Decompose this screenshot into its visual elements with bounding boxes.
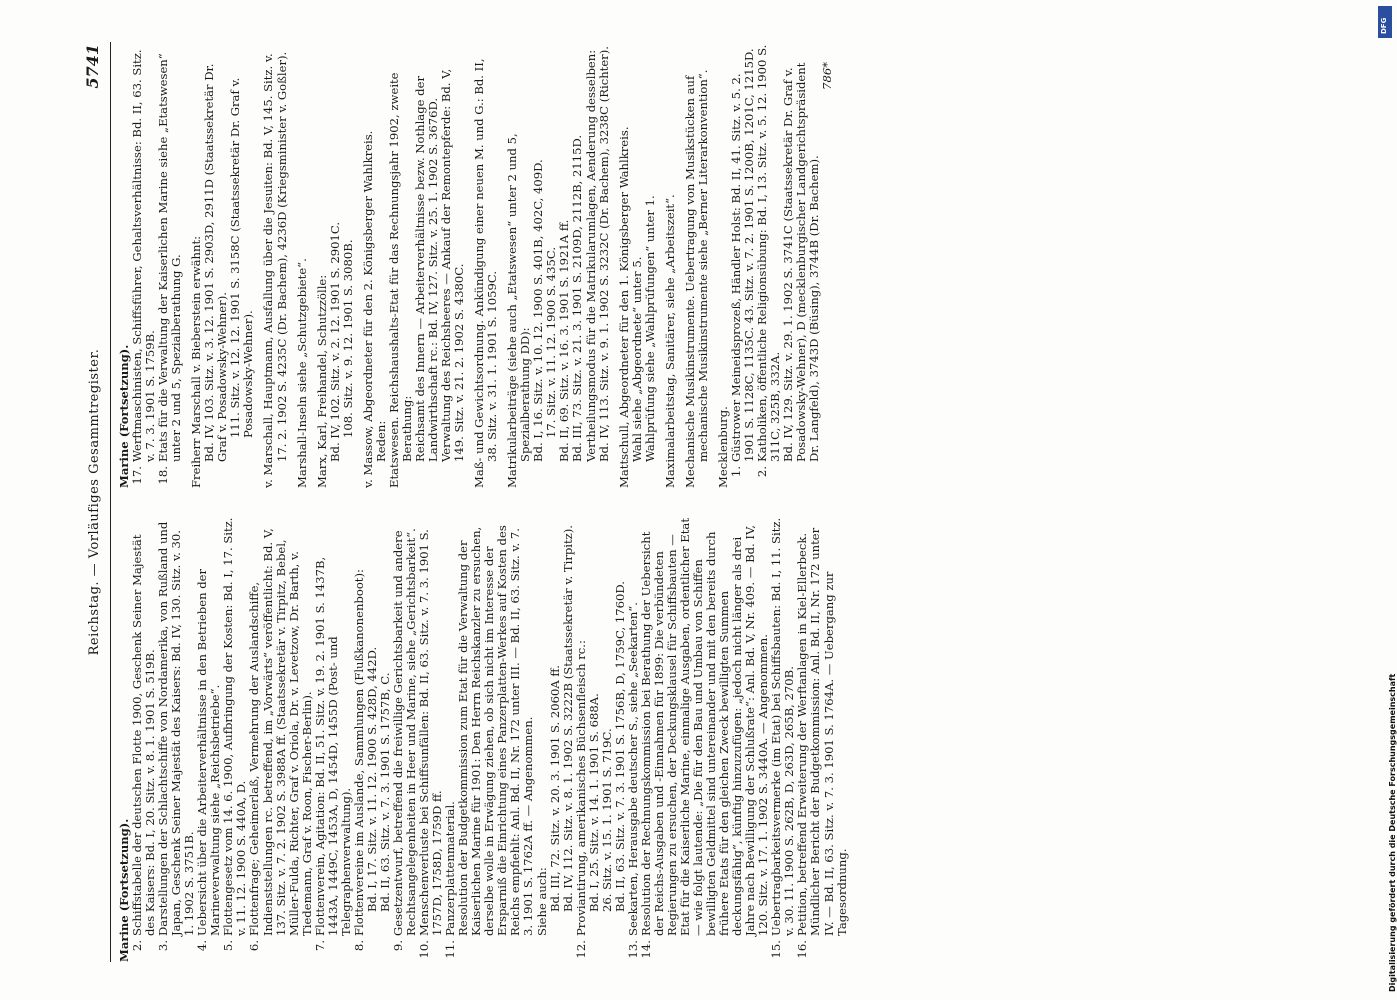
index-entry: Bd. II, 63. Sitz. v. 7. 3. 1901 S. 1757B, C.: [377, 672, 392, 912]
entry-number: 2.: [755, 466, 770, 478]
entry-text: Petition, betreffend Erweiterung der Werftanlagen in Kiel-Ellerbeck. Mündlicher Bericht der Budgetkommission: Anl. Bd. II, Nr. 172 unter IV. — Bd. II, 63. Sitz. v. 7. 3. 1901 S. 1764A. — Uebergang zur Tagesordnung.: [795, 527, 849, 936]
entry-number: 12.: [573, 940, 588, 959]
index-entry: Resolution der Budgetkommission zum Etat für die Verwaltung der Kaiserlichen Marine für 1901: Den Herrn Reichskanzler zu ersuchen, derselbe wolle in Erwägung ziehen, ob sich nicht im Interesse der Ersparniß die Einrichtung eines Panzerplatten-Werkes auf Kosten des Reichs empfiehlt: Anl. Bd. II, Nr. 172 unter III. — Bd. II, 63. Sitz. v. 7. 3. 1901 S. 1762A ff. — Angenommen.: [456, 525, 536, 936]
index-entry: [353, 516, 366, 962]
index-entry: Bd. III, 72. Sitz. v. 20. 3. 1901 S. 2060A ff.: [547, 665, 562, 912]
index-entry: [418, 516, 444, 962]
entry-number: 2.: [130, 940, 145, 952]
entry-number: 3.: [156, 940, 171, 952]
entry-number: 16.: [795, 940, 810, 959]
entry-text: Uebersicht über die Arbeiterverhältnisse in den Betrieben der Marineverwaltung siehe „Reichsbetriebe“.: [195, 568, 223, 936]
register-page: [83, 42, 1351, 962]
index-entry: Maximalarbeitstag, Sanitärer, siehe „Arbeitszeit“.: [662, 194, 677, 488]
entry-number: 10.: [417, 940, 432, 959]
index-entry: Bd. IV, 103. Sitz. v. 3. 12. 1901 S. 2903D, 2911D (Staatssekretär Dr. Graf v. Posadowsky-Wehner).: [202, 63, 230, 462]
index-entry: [248, 516, 313, 962]
index-entry: [796, 516, 848, 962]
entry-text: Seekarten, Herausgabe deutscher S., siehe „Seekarten“.: [625, 602, 640, 936]
index-entry: 111. Sitz. v. 12. 12. 1901 S. 3158C (Staatssekretär Dr. Graf v. Posadowsky-Wehner).: [228, 77, 256, 438]
entry-text: Resolution der Rechnungskommission bei Berathung der Uebersicht der Reichs-Ausgaben und -Einnahmen für 1899: Die verbündeten Regierungen zu ersuchen, der Deckungsklausel für Schiffsbauten — Etat für die Kaiserliche Marine, einmalige Ausgaben, ordentlicher Etat — wie folgt lautende: „Die für den Bau und Umbau von Schiffen bewilligten Geldmittel sind untereinander und mit den bereits durch frühere Etats für den gleichen Zweck bewilligten Summen deckungsfähig“, künftig hinzuzufügen: „jedoch nicht länger als drei Jahre nach Bewilligung der Schlußrate“: Anl. Bd. V, Nr. 409. — Bd. IV, 120. Sitz. v. 17. 1. 1902 S. 3440A. — Angenommen.: [638, 518, 771, 936]
index-entry: Bd. II, 63. Sitz. v. 7. 3. 1901 S. 1756B, D, 1759C, 1760D.: [612, 581, 627, 912]
index-entry: Bd. IV, 129. Sitz. v. 29. 1. 1902 S. 3741C (Staatssekretär Dr. Graf v. Posadowsky-Wehner), D (mecklenburgischer Landgerichtspräsident Dr. Langfeld), 3743D (Büsing), 3744B (Dr. Bachem).: [781, 62, 822, 462]
index-entry: Bd. III, 73. Sitz. v. 21. 3. 1901 S. 2109D, 2112B, 2115D.: [570, 134, 585, 462]
index-entry: Mechanische Musikinstrumente. Uebertragung von Musikstücken auf mechanische Musikinstrumente siehe „Berner Literarkonvention“.: [682, 69, 710, 488]
entry-text: Darstellungen der Schlachtschiffe von Nordamerika, von Rußland und Japan, Geschenk Seiner Majestät des Kaisers: Bd. IV, 130. Sitz. v. 30. 1. 1902 S. 3751B.: [156, 521, 197, 936]
index-entry: [575, 516, 588, 962]
index-entry: [131, 42, 157, 488]
index-entry: v. Marschall, Hauptmann, Ausfallung über die Jesuiten: Bd. V, 145. Sitz. v. 17. 2. 1902 S. 4235C (Dr. Bachem), 4236D (Kriegsminister v. Goßler).: [261, 51, 289, 488]
entry-text: Schiffstabelle der deutschen Flotte 1900, Geschenk Seiner Majestät des Kaisers: Bd. I, 20. Sitz. v. 8. 1. 1901 S. 519B.: [130, 534, 158, 936]
entry-text: Flottenverein, Agitation: Bd. II, 51. Sitz. v. 19. 2. 1901 S. 1437B, 1443A, 1449C, 1453A, D, 1454D, 1455D (Post- und Telegraphenverwaltung).: [312, 556, 353, 936]
index-entry: v. Massow, Abgeordneter für den 2. Königsberger Wahlkreis.: [360, 130, 375, 488]
index-entry: 26. Sitz. v. 15. 1. 1901 S. 719C.: [599, 728, 614, 912]
index-entry: [196, 516, 222, 962]
index-entry: [157, 42, 183, 488]
index-entry: Wahl siehe „Abgeordnete“ unter 5.: [629, 256, 644, 462]
entry-number: 18.: [156, 466, 171, 485]
entry-text: Flottengesetz vom 14. 6. 1900, Aufbringung der Kosten: Bd. I, 17. Sitz. v. 11. 12. 1900 S. 440A, D.: [221, 517, 249, 936]
index-entry: Verwaltung des Reichsheeres — Ankauf der Remontepferde: Bd. V, 149. Sitz. v. 21. 2. 1902 S. 4380C.: [439, 68, 467, 462]
index-entry: Mattschull, Abgeordneter für den 1. Königsberger Wahlkreis.: [616, 126, 631, 488]
index-entry: Marshall-Inseln siehe „Schutzgebiete“.: [294, 258, 309, 488]
index-entry: Mecklenburg.: [715, 406, 730, 488]
index-entry: [131, 516, 157, 962]
entry-number: 17.: [130, 466, 145, 485]
entry-text: Werftmaschinisten, Schiffsführer, Gehaltsverhältnisse: Bd. II, 63. Sitz. v. 7. 3. 1901 S. 1759B.: [130, 49, 158, 462]
index-entry: [730, 42, 756, 488]
index-entry: Bd. II, 69. Sitz. v. 16. 3. 1901 S. 1921A ff.: [557, 219, 572, 462]
index-entry: Bd. IV, 112. Sitz. v. 8. 1. 1902 S. 3222B (Staatssekretär v. Tirpitz).: [560, 525, 575, 912]
entry-number: 6.: [247, 940, 262, 952]
left-column: [118, 516, 849, 962]
entry-text: Gesetzentwurf, betreffend die freiwillige Gerichtsbarkeit und andere Rechtsangelegenheiten in Heer und Marine, siehe „Gerichtsbarkeit“.: [390, 528, 419, 936]
index-entry: Vertheilungsmodus für die Matrikularumlagen, Aenderung desselben: Bd. IV, 113. Sitz. v. 9. 1. 1902 S. 3232C (Dr. Bachem), 3238C (Richter).: [583, 46, 611, 462]
index-entry: Etatswesen. Reichshaushalts-Etat für das Rechnungsjahr 1902, zweite Berathung:: [386, 72, 414, 488]
entry-text: Panzerplattenmaterial.: [443, 801, 458, 936]
entry-number: 4.: [195, 940, 210, 952]
entry-text: Proviantirung, amerikanisches Büchsenfleisch rc.:: [573, 640, 588, 936]
index-entry: Bd. I, 16. Sitz. v. 10. 12. 1900 S. 401B, 402C, 409D.: [531, 159, 546, 462]
index-entry: [314, 516, 353, 962]
index-entry: Reden:: [373, 420, 388, 462]
index-entry: Maß- und Gewichtsordnung. Ankündigung einer neuen M. und G.: Bd. II, 38. Sitz. v. 31. 1. 1901 S. 1059C.: [472, 58, 500, 488]
index-entry: Bd. I, 25. Sitz. v. 14. 1. 1901 S. 688A.: [586, 693, 601, 912]
entry-number: 7.: [312, 940, 327, 952]
digitization-note: Digitalisierung gefördert durch die Deutsche Forschungsgemeinschaft: [1388, 673, 1397, 992]
index-entry: Bd. IV, 102. Sitz. v. 2. 12. 1901 S. 2901C.: [327, 221, 342, 462]
index-entry: 17. Sitz. v. 11. 12. 1900 S. 435C.: [544, 246, 559, 438]
index-entry: Bd. I, 17. Sitz. v. 11. 12. 1900 S. 428D, 442D.: [364, 646, 379, 912]
entry-number: 1.: [728, 466, 743, 478]
entry-text: Katholiken, öffentliche Religionsübung: Bd. I, 13. Sitz. v. 5. 12. 1900 S. 311C, 325B, 332A.: [755, 44, 783, 462]
entry-text: Flottenvereine im Auslande, Sammlungen (Flußkanonenboot):: [351, 569, 366, 936]
entry-text: Uebertragbarkeitsvermerke (im Etat) bei Schiffsbauten: Bd. I, 11. Sitz. v. 30. 11. 1900 S. 262B, D, 263D, 265B, 270B.: [769, 517, 797, 936]
index-entry: Marine (Fortsetzung).: [117, 344, 131, 488]
index-entry: 108. Sitz. v. 9. 12. 1901 S. 3080B.: [340, 239, 355, 438]
index-entry: Siehe auch:: [534, 867, 549, 936]
index-entry: Matrikularbeiträge (siehe auch „Etatswesen“ unter 2 und 5, Spezialberathung DD):: [505, 133, 533, 488]
entry-number: 15.: [769, 940, 784, 959]
index-entry: Wahlprüfung siehe „Wahlprüfungen“ unter 1.: [642, 195, 657, 462]
index-entry: [770, 516, 796, 962]
index-entry: Freiherr Marschall v. Bieberstein erwähnt:: [189, 235, 204, 488]
index-entry: Marx, Karl, Freihandel, Schutzzölle:: [314, 274, 329, 488]
index-entry: Marine (Fortsetzung).: [117, 818, 131, 962]
entry-number: 5.: [221, 940, 236, 952]
index-entry: [392, 516, 418, 962]
entry-number: 8.: [351, 940, 366, 952]
index-entry: 786*: [820, 62, 835, 90]
page-number: 5741: [83, 44, 102, 89]
entry-text: Flottenfrage; Geheimerlaß, Vermehrung der Auslandschiffe, Indienststellungen rc. betreffend, im „Vorwärts“ veröffentlicht: Bd. V, 137. Sitz. v. 7. 2. 1902 S. 3988A ff. (Staatssekretär v. Tirpitz, Bebel, Müller-Fulda, Richter, Graf v. Oriola, Dr. v. Levetzow, Dr. Barth, v. Tiedemann, Graf v. Roon, Fischer-Berlin).: [247, 528, 314, 936]
index-entry: [756, 42, 782, 488]
right-column: [118, 42, 834, 488]
index-entry: Reichsamt des Innern — Arbeiterverhältnisse bezw. Nothlage der Landwirthschaft rc.: Bd. IV, 127. Sitz. v. 25. 1. 1902 S. 3676D.: [412, 76, 440, 462]
page-title: Reichstag. — Vorläufiges Gesammtregister.: [87, 348, 102, 656]
entry-number: 14.: [638, 940, 653, 959]
entry-number: 13.: [625, 940, 640, 959]
index-entry: [640, 516, 770, 962]
entry-number: 11.: [443, 940, 458, 959]
entry-text: Menschenverluste bei Schiffsunfällen: Bd. II, 63. Sitz. v. 7. 3. 1901 S. 1757D, 1758D, 1759D ff.: [417, 529, 445, 936]
entry-text: Etats für die Verwaltung der Kaiserlichen Marine siehe „Etatswesen“ unter 2 und 5, Spezialberathung G.: [156, 53, 184, 462]
entry-number: 9.: [390, 940, 405, 952]
dfg-logo: DFG: [1378, 6, 1392, 38]
page-header: [83, 42, 111, 962]
index-entry: [222, 516, 248, 962]
entry-text: Güstrower Meineidsprozeß, Händler Holst: Bd. II, 41. Sitz. v. 5. 2. 1901 S. 1128C, 1135C. 43. Sitz. v. 7. 2. 1901 S. 1200B, 1201C, 1215D.: [728, 48, 756, 462]
index-entry: [157, 516, 196, 962]
